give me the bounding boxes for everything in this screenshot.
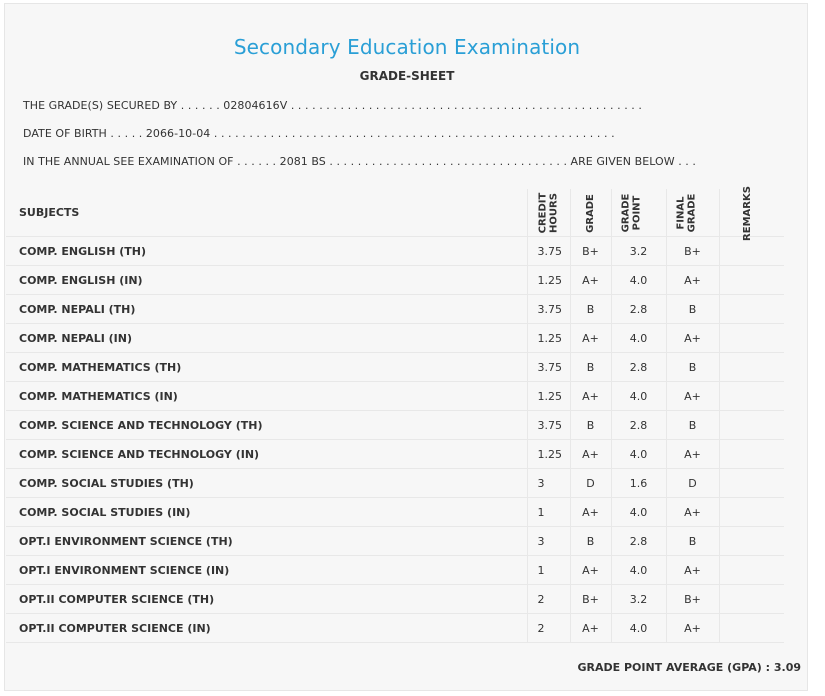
header-final-grade: FINAL GRADE — [666, 189, 719, 237]
grade-cell: B — [570, 527, 611, 556]
remarks-cell — [719, 527, 784, 556]
remarks-cell — [719, 440, 784, 469]
subject-cell: COMP. SOCIAL STUDIES (TH) — [6, 469, 527, 498]
grade-point-cell: 2.8 — [611, 411, 666, 440]
credit-hours-cell: 3.75 — [527, 295, 570, 324]
subject-cell: COMP. ENGLISH (TH) — [6, 237, 527, 266]
credit-hours-cell: 1.25 — [527, 440, 570, 469]
info-date-of-birth: DATE OF BIRTH . . . . . 2066-10-04 . . . . . . . . . . . . . . . . . . . . . . . . . . . . . . . . . . . . . . . . . . . . . . . . . . . . . . . . . — [23, 127, 615, 140]
final-grade-cell: B — [666, 353, 719, 382]
table-row — [6, 556, 784, 585]
grade-cell: B — [570, 353, 611, 382]
final-grade-cell: D — [666, 469, 719, 498]
info-grade-secured-by: THE GRADE(S) SECURED BY . . . . . . 02804616V . . . . . . . . . . . . . . . . . . . . . . . . . . . . . . . . . . . . . . . . . . . . . . . . . . — [23, 99, 642, 112]
final-grade-cell: A+ — [666, 498, 719, 527]
header-grade-point: GRADE POINT — [611, 189, 666, 237]
grade-cell: B — [570, 411, 611, 440]
remarks-cell — [719, 382, 784, 411]
grade-point-cell: 4.0 — [611, 266, 666, 295]
grade-sheet-panel — [4, 3, 808, 691]
grade-point-cell: 4.0 — [611, 556, 666, 585]
subject-cell: COMP. ENGLISH (IN) — [6, 266, 527, 295]
credit-hours-cell: 2 — [527, 585, 570, 614]
table-row — [6, 295, 784, 324]
subject-cell: OPT.II COMPUTER SCIENCE (TH) — [6, 585, 527, 614]
grade-cell: B+ — [570, 585, 611, 614]
grade-cell: A+ — [570, 382, 611, 411]
grade-cell: D — [570, 469, 611, 498]
subject-cell: COMP. SCIENCE AND TECHNOLOGY (TH) — [6, 411, 527, 440]
grade-point-cell: 2.8 — [611, 295, 666, 324]
table-row — [6, 498, 784, 527]
grade-point-cell: 4.0 — [611, 498, 666, 527]
grade-point-cell: 4.0 — [611, 440, 666, 469]
credit-hours-cell: 3.75 — [527, 237, 570, 266]
grade-point-cell: 4.0 — [611, 614, 666, 643]
remarks-cell — [719, 614, 784, 643]
table-row — [6, 440, 784, 469]
credit-hours-cell: 1 — [527, 556, 570, 585]
final-grade-cell: A+ — [666, 614, 719, 643]
final-grade-cell: A+ — [666, 382, 719, 411]
grade-point-cell: 4.0 — [611, 324, 666, 353]
remarks-cell — [719, 556, 784, 585]
final-grade-cell: B — [666, 295, 719, 324]
grade-cell: A+ — [570, 556, 611, 585]
final-grade-cell: A+ — [666, 556, 719, 585]
remarks-cell — [719, 498, 784, 527]
credit-hours-cell: 3 — [527, 527, 570, 556]
header-credit-hours: CREDIT HOURS — [527, 189, 570, 237]
grade-cell: A+ — [570, 440, 611, 469]
credit-hours-cell: 1.25 — [527, 382, 570, 411]
table-row — [6, 382, 784, 411]
grades-table — [6, 186, 784, 643]
table-row — [6, 324, 784, 353]
grade-point-cell: 1.6 — [611, 469, 666, 498]
remarks-cell — [719, 353, 784, 382]
final-grade-cell: A+ — [666, 266, 719, 295]
grade-point-cell: 4.0 — [611, 382, 666, 411]
remarks-cell — [719, 469, 784, 498]
subject-cell: COMP. NEPALI (IN) — [6, 324, 527, 353]
header-subjects: SUBJECTS — [6, 189, 527, 237]
grade-cell: A+ — [570, 266, 611, 295]
header-remarks: REMARKS — [719, 189, 784, 237]
credit-hours-cell: 3.75 — [527, 353, 570, 382]
table-row — [6, 266, 784, 295]
table-header-row — [6, 189, 784, 237]
final-grade-cell: A+ — [666, 440, 719, 469]
grade-cell: B+ — [570, 237, 611, 266]
info-exam-year: IN THE ANNUAL SEE EXAMINATION OF . . . . . . 2081 BS . . . . . . . . . . . . . . . . . . . . . . . . . . . . . . . . . . ARE GIVEN BELOW . . . — [23, 155, 696, 168]
table-row — [6, 614, 784, 643]
header-grade: GRADE — [570, 189, 611, 237]
subject-cell: COMP. MATHEMATICS (TH) — [6, 353, 527, 382]
table-row — [6, 411, 784, 440]
table-row — [6, 585, 784, 614]
final-grade-cell: A+ — [666, 324, 719, 353]
subject-cell: OPT.II COMPUTER SCIENCE (IN) — [6, 614, 527, 643]
remarks-cell — [719, 295, 784, 324]
final-grade-cell: B — [666, 527, 719, 556]
credit-hours-cell: 1 — [527, 498, 570, 527]
grade-point-cell: 3.2 — [611, 237, 666, 266]
final-grade-cell: B+ — [666, 237, 719, 266]
grade-point-cell: 3.2 — [611, 585, 666, 614]
gpa-summary: GRADE POINT AVERAGE (GPA) : 3.09 — [577, 661, 801, 674]
grade-cell: B — [570, 295, 611, 324]
grade-point-cell: 2.8 — [611, 527, 666, 556]
remarks-cell — [719, 411, 784, 440]
remarks-cell — [719, 585, 784, 614]
final-grade-cell: B — [666, 411, 719, 440]
grade-cell: A+ — [570, 324, 611, 353]
grade-point-cell: 2.8 — [611, 353, 666, 382]
grade-cell: A+ — [570, 614, 611, 643]
subject-cell: OPT.I ENVIRONMENT SCIENCE (IN) — [6, 556, 527, 585]
table-row — [6, 237, 784, 266]
grade-cell: A+ — [570, 498, 611, 527]
credit-hours-cell: 1.25 — [527, 324, 570, 353]
page-subtitle: GRADE-SHEET — [359, 69, 455, 83]
credit-hours-cell: 2 — [527, 614, 570, 643]
subject-cell: COMP. SCIENCE AND TECHNOLOGY (IN) — [6, 440, 527, 469]
credit-hours-cell: 3.75 — [527, 411, 570, 440]
page-title: Secondary Education Examination — [233, 35, 581, 59]
subject-cell: OPT.I ENVIRONMENT SCIENCE (TH) — [6, 527, 527, 556]
table-row — [6, 469, 784, 498]
table-row — [6, 527, 784, 556]
subject-cell: COMP. MATHEMATICS (IN) — [6, 382, 527, 411]
remarks-cell — [719, 324, 784, 353]
final-grade-cell: B+ — [666, 585, 719, 614]
remarks-cell — [719, 266, 784, 295]
credit-hours-cell: 1.25 — [527, 266, 570, 295]
subject-cell: COMP. NEPALI (TH) — [6, 295, 527, 324]
subject-cell: COMP. SOCIAL STUDIES (IN) — [6, 498, 527, 527]
credit-hours-cell: 3 — [527, 469, 570, 498]
table-row — [6, 353, 784, 382]
